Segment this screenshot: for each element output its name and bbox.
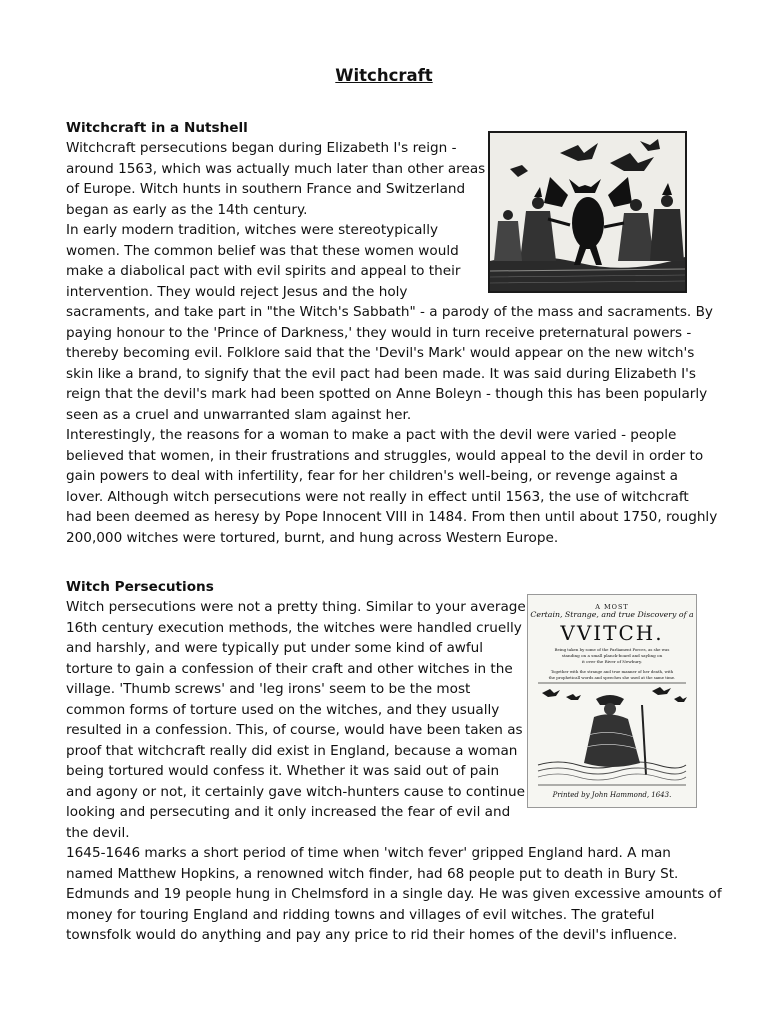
paragraph-line: being tortured would confess it. Whether it was said out of pain (66, 763, 500, 779)
paragraph-line: proof that witchcraft really did exist in England, because a woman (66, 742, 518, 759)
paragraph-line: named Matthew Hopkins, a renowned witch finder, had 68 people put to death in Bury St. (66, 865, 679, 882)
paragraph-line: and harshly, and were typically put under some kind of awful (66, 640, 484, 656)
paragraph-line: skin like a brand, to signify that the evil pact had been made. It was said during Elizabeth I's (66, 365, 696, 382)
paragraph-line: torture to gain a confession of their craft and other witches in the (66, 660, 513, 677)
paragraph-line: seen as a cruel and unwarranted slam against her. (66, 406, 412, 423)
paragraph-line: common forms of torture used on the witches, and they usually (66, 701, 500, 718)
paragraph-line: Edmunds and 19 people hung in Chelmsford in a single day. He was given excessive amounts of (66, 886, 722, 902)
page-title: Witchcraft (335, 66, 433, 85)
paragraph-line: resulted in a confession. This, of course, would have been taken as (66, 722, 523, 738)
section-heading-persecutions: Witch Persecutions (66, 579, 214, 595)
paragraph-line: townsfolk would do anything and pay any price to rid their homes of the devil's influence. (66, 927, 678, 943)
paragraph-line: began as early as the 14th century. (66, 201, 308, 218)
paragraph-line: paying honour to the 'Prince of Darkness,' they would in turn receive preternatural powers - (66, 324, 692, 341)
paragraph-line: 200,000 witches were tortured, burnt, and hung across Western Europe. (66, 529, 559, 546)
paragraph-line: In early modern tradition, witches were stereotypically (66, 222, 439, 238)
pamphlet-line: A MOST (595, 603, 629, 611)
pamphlet-line: the propheticall words and speeches she used at the same time. (548, 675, 676, 680)
paragraph-line: gain powers to deal with infertility, fear for her children's well-being, or revenge against a (66, 468, 678, 484)
pamphlet-line: Being taken by some of the Parliament Forces, as she was (554, 647, 670, 652)
paragraph-line: sacraments, and take part in "the Witch's Sabbath" - a parody of the mass and sacraments. By (66, 304, 713, 320)
paragraph-line: the devil. (66, 824, 130, 841)
paragraph-line: had been deemed as heresy by Pope Innocent VIII in 1484. From then until about 1750, roughly (66, 509, 718, 525)
paragraph-line: of Europe. Witch hunts in southern France and Switzerland (66, 181, 466, 197)
pamphlet-line: Certain, Strange, and true Discovery of a (530, 610, 694, 619)
paragraph-line: looking and persecuting and it only increased the fear of evil and (66, 804, 511, 820)
paragraph-line: around 1563, which was actually much later than other areas (66, 160, 486, 177)
paragraph-line: lover. Although witch persecutions were not really in effect until 1563, the use of witchcraft (66, 488, 689, 505)
pamphlet-heading: VVITCH. (560, 621, 664, 645)
paragraph-line: village. 'Thumb screws' and 'leg irons' seem to be the most (66, 681, 471, 697)
paragraph-line: make a diabolical pact with evil spirits and appeal to their (66, 263, 461, 279)
witch-pamphlet-image (527, 594, 697, 808)
pamphlet-line: it over the River of Newbury. (581, 659, 643, 664)
paragraph-line: and agony or not, it certainly gave witch-hunters cause to continue (66, 783, 526, 800)
paragraph-line: Witch persecutions were not a pretty thing. Similar to your average (66, 599, 526, 615)
paragraph-line: intervention. They would reject Jesus and the holy (66, 283, 408, 300)
paragraph-line: believed that women, in their frustrations and struggles, would appeal to the devil in order to (66, 447, 704, 464)
paragraph-line: reign that the devil's mark had been spotted on Anne Boleyn - though this has been popularly (66, 386, 708, 402)
section-heading-nutshell: Witchcraft in a Nutshell (66, 120, 248, 136)
paragraph-line: 16th century execution methods, the witches were handled cruelly (66, 619, 522, 636)
pamphlet-printer: Printed by John Hammond, 1643. (552, 791, 672, 799)
witches-devil-woodcut-image (488, 131, 687, 293)
paragraph-line: women. The common belief was that these women would (66, 242, 459, 259)
paragraph-line: Interestingly, the reasons for a woman to make a pact with the devil were varied - people (66, 427, 677, 443)
paragraph-line: 1645-1646 marks a short period of time when 'witch fever' gripped England hard. A man (66, 845, 671, 861)
paragraph-line: thereby becoming evil. Folklore said that the 'Devil's Mark' would appear on the new witch's (66, 345, 695, 361)
paragraph-line: Witchcraft persecutions began during Elizabeth I's reign - (66, 140, 457, 156)
pamphlet-line: Together with the strange and true manner of her death, with (550, 669, 674, 674)
pamphlet-line: standing on a small planck-board and sayling on (561, 653, 663, 658)
paragraph-line: money for touring England and ridding towns and villages of evil witches. The grateful (66, 906, 655, 923)
woodcut-illustration (490, 133, 685, 291)
